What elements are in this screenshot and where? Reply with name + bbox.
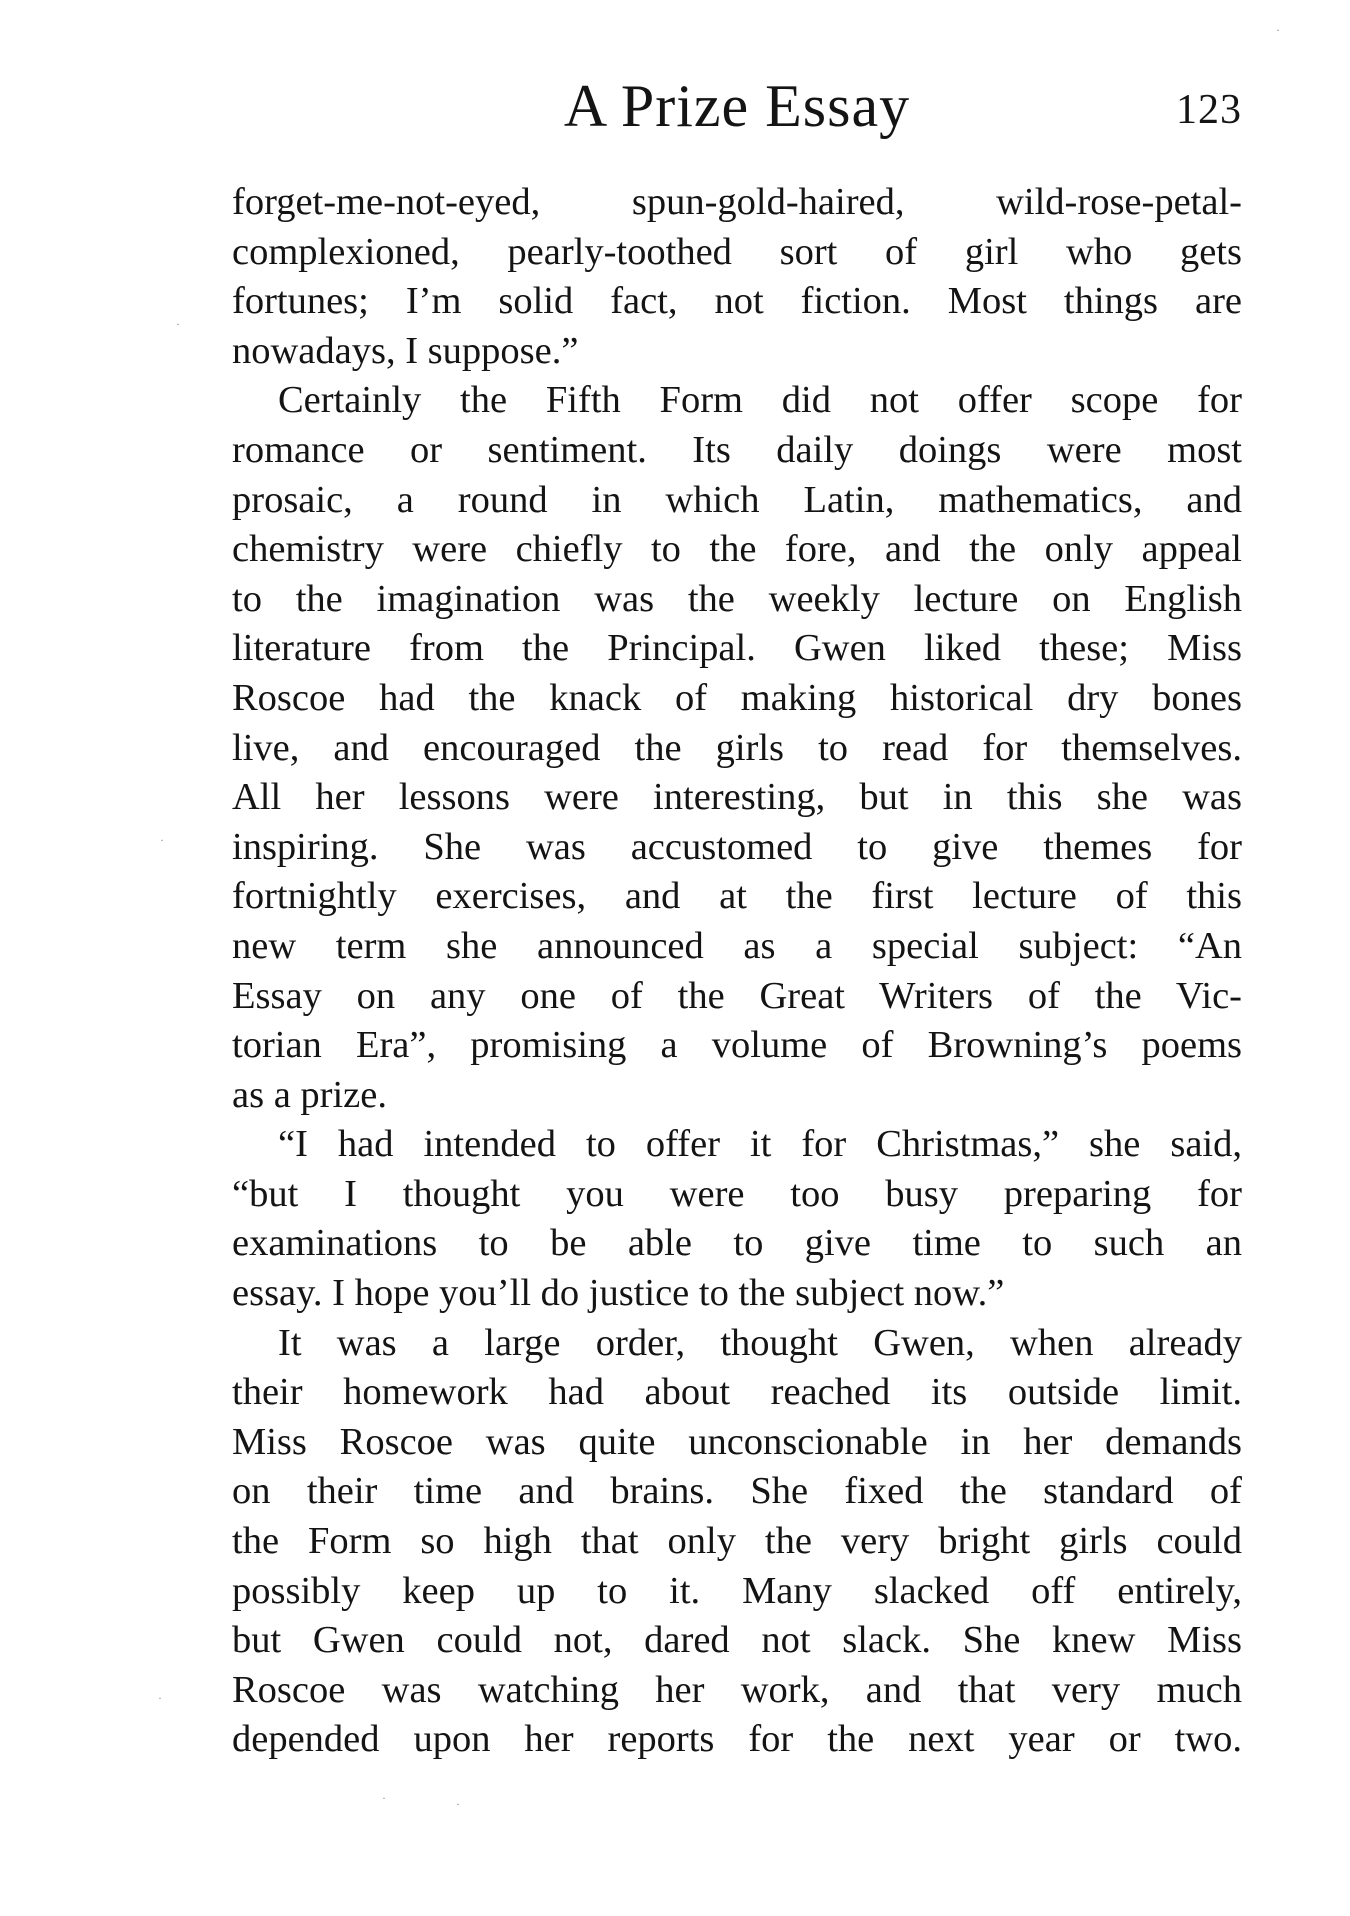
text-line: their homework had about reached its outside limit. bbox=[232, 1371, 1242, 1414]
text-line: nowadays, I suppose.” bbox=[232, 329, 579, 372]
scan-speck: · bbox=[176, 317, 180, 331]
scan-speck: · bbox=[1276, 23, 1280, 37]
text-line: on their time and brains. She fixed the standard of bbox=[232, 1470, 1242, 1513]
text-line: essay. I hope you’ll do justice to the subject now.” bbox=[232, 1272, 1005, 1315]
text-line: “I had intended to offer it for Christmas,” she said, bbox=[278, 1123, 1242, 1166]
page-number: 123 bbox=[1176, 87, 1242, 133]
running-head bbox=[232, 66, 1242, 156]
text-line: Roscoe was watching her work, and that very much bbox=[232, 1668, 1242, 1711]
text-line: prosaic, a round in which Latin, mathematics, and bbox=[232, 478, 1242, 521]
running-title: A Prize Essay bbox=[563, 73, 911, 139]
text-line: All her lessons were interesting, but in this she was bbox=[232, 776, 1242, 819]
text-line: possibly keep up to it. Many slacked off entirely, bbox=[232, 1569, 1242, 1612]
scan-speck: · bbox=[158, 1691, 162, 1705]
text-line: romance or sentiment. Its daily doings were most bbox=[232, 428, 1242, 471]
text-line: torian Era”, promising a volume of Browning’s poems bbox=[232, 1024, 1242, 1067]
text-line: depended upon her reports for the next year or two. bbox=[232, 1718, 1242, 1761]
text-line: Certainly the Fifth Form did not offer scope for bbox=[278, 379, 1242, 422]
text-line: examinations to be able to give time to such an bbox=[232, 1222, 1242, 1265]
paragraph-christmas-quote bbox=[232, 1120, 1242, 1318]
text-line: fortunes; I’m solid fact, not fiction. Most things are bbox=[232, 280, 1242, 323]
text-line: live, and encouraged the girls to read for themselves. bbox=[232, 726, 1242, 769]
text-line: the Form so high that only the very bright girls could bbox=[232, 1520, 1242, 1563]
text-line: “but I thought you were too busy preparing for bbox=[232, 1172, 1242, 1215]
text-line: It was a large order, thought Gwen, when already bbox=[278, 1321, 1242, 1364]
text-line: inspiring. She was accustomed to give themes for bbox=[232, 825, 1242, 868]
text-line: forget-me-not-eyed, spun-gold-haired, wild-rose-petal- bbox=[232, 181, 1242, 223]
text-line: Essay on any one of the Great Writers of the Vic- bbox=[232, 974, 1242, 1017]
scan-speck: · bbox=[382, 1791, 386, 1805]
text-line: complexioned, pearly-toothed sort of girl who gets bbox=[232, 230, 1242, 273]
paragraph-continuation bbox=[232, 178, 1242, 376]
text-line: new term she announced as a special subject: “An bbox=[232, 924, 1242, 967]
text-line: fortnightly exercises, and at the first lecture of this bbox=[232, 875, 1242, 918]
scan-speck: · bbox=[160, 833, 164, 847]
text-line: literature from the Principal. Gwen liked these; Miss bbox=[232, 627, 1242, 670]
paragraph-fifth-form bbox=[232, 376, 1242, 1120]
paragraph-large-order bbox=[232, 1319, 1242, 1765]
text-line: Miss Roscoe was quite unconscionable in her demands bbox=[232, 1420, 1242, 1463]
body-text bbox=[232, 178, 1242, 1765]
text-line: but Gwen could not, dared not slack. She knew Miss bbox=[232, 1619, 1242, 1662]
text-line: as a prize. bbox=[232, 1073, 387, 1116]
scan-speck: · bbox=[456, 1797, 460, 1811]
text-line: Roscoe had the knack of making historical dry bones bbox=[232, 676, 1242, 719]
text-line: chemistry were chiefly to the fore, and the only appeal bbox=[232, 528, 1242, 571]
text-line: to the imagination was the weekly lecture on English bbox=[232, 577, 1242, 620]
